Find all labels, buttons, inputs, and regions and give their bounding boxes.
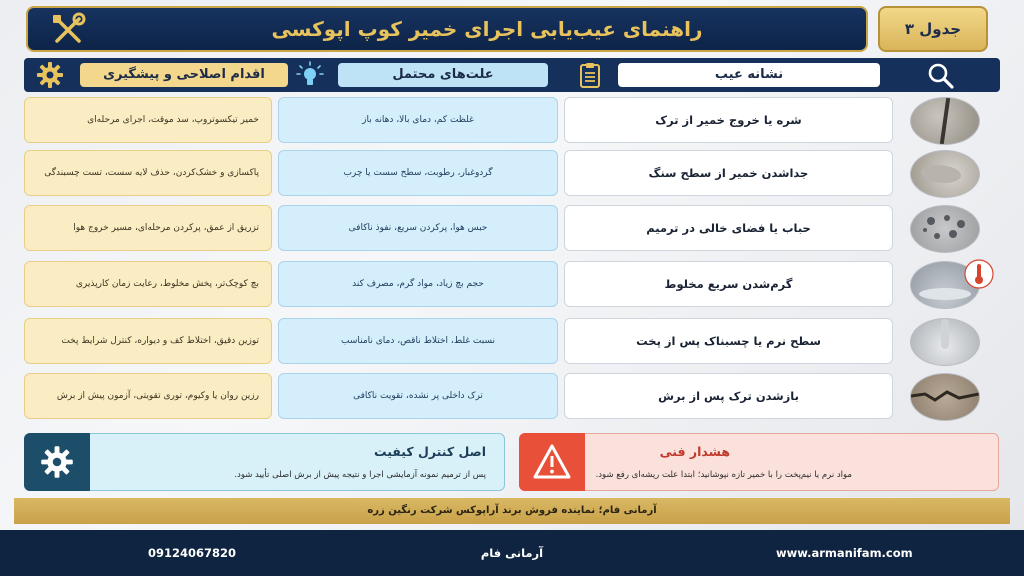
warning-title: هشدار فنی xyxy=(659,444,730,459)
table-number-badge: جدول ۳ xyxy=(878,6,988,52)
quality-icon-panel xyxy=(24,433,90,491)
page-title: راهنمای عیب‌یابی اجرای خمیر کوپ اپوکسی xyxy=(271,17,703,41)
warning-triangle-icon xyxy=(532,443,572,481)
table-row-6-fix: رزین روان یا وکیوم، توری تقویتی، آزمون پیش از برش xyxy=(24,373,272,419)
row-1-crack-image xyxy=(910,97,980,145)
table-row-4-sign: گرم‌شدن سریع مخلوط xyxy=(564,261,893,307)
title-bar xyxy=(26,6,868,52)
quality-control-title: اصل کنترل کیفیت xyxy=(373,444,486,459)
table-row-1-cause: غلظت کم، دمای بالا، دهانه باز xyxy=(278,97,558,143)
table-row-3-sign: حباب یا فضای خالی در ترمیم xyxy=(564,205,893,251)
table-row-3-cause: حبس هوا، پرکردن سریع، نفوذ ناکافی xyxy=(278,205,558,251)
row-6-reopened-crack-image xyxy=(910,373,980,421)
table-row-5-sign: سطح نرم یا چسبناک پس از پخت xyxy=(564,318,893,364)
table-row-4-fix: بچ کوچک‌تر، پخش مخلوط، رعایت زمان کارپذیری xyxy=(24,261,272,307)
table-row-1-sign: شره یا خروج خمیر از ترک xyxy=(564,97,893,143)
distributor-strip: آرمانی فام؛ نماینده فروش برند آراپوکس شرکت رنگین زره xyxy=(14,498,1010,524)
table-row-2-fix: پاکسازی و خشک‌کردن، حذف لایه سست، تست چسبندگی xyxy=(24,150,272,196)
footer-website: www.armanifam.com xyxy=(776,546,913,560)
warning-icon-panel xyxy=(519,433,585,491)
table-row-1-fix: خمیر تیکسوتروپ، سد موقت، اجرای مرحله‌ای xyxy=(24,97,272,143)
table-row-2-sign: جداشدن خمیر از سطح سنگ xyxy=(564,150,893,196)
column-header-sign: نشانه عیب xyxy=(618,63,880,87)
row-5-sticky-image xyxy=(910,318,980,366)
clipboard-icon xyxy=(576,61,604,89)
row-3-bubbles-image xyxy=(910,205,980,253)
lightbulb-icon xyxy=(296,61,324,89)
table-row-2-cause: گردوغبار، رطوبت، سطح سست یا چرب xyxy=(278,150,558,196)
quality-control-text: پس از ترمیم نمونه آزمایشی اجرا و نتیجه پیش از برش اصلی تأیید شود. xyxy=(234,470,486,480)
footer-brand: آرمانی فام xyxy=(480,546,544,560)
gear-icon xyxy=(38,445,76,479)
column-header-fix: اقدام اصلاحی و پیشگیری xyxy=(80,63,288,87)
table-row-4-cause: حجم بچ زیاد، مواد گرم، مصرف کند xyxy=(278,261,558,307)
table-row-5-cause: نسبت غلط، اختلاط ناقص، دمای نامناسب xyxy=(278,318,558,364)
warning-text: مواد نرم یا نیم‌پخت را با خمیر تازه نپوشانید؛ ابتدا علت ریشه‌ای رفع شود. xyxy=(595,470,852,480)
technical-warning-box xyxy=(519,433,999,491)
quality-control-box xyxy=(24,433,505,491)
table-row-3-fix: تزریق از عمق، پرکردن مرحله‌ای، مسیر خروج هوا xyxy=(24,205,272,251)
table-row-5-fix: توزین دقیق، اختلاط کف و دیواره، کنترل شرایط پخت xyxy=(24,318,272,364)
row-2-detach-image xyxy=(910,150,980,198)
column-header-cause: علت‌های محتمل xyxy=(338,63,548,87)
tools-icon xyxy=(50,12,86,48)
column-header-bar xyxy=(24,58,1000,92)
footer-phone: 09124067820 xyxy=(148,546,237,560)
table-row-6-cause: ترک داخلی پر نشده، تقویت ناکافی xyxy=(278,373,558,419)
thermometer-icon xyxy=(964,259,994,289)
table-row-6-sign: بازشدن ترک پس از برش xyxy=(564,373,893,419)
magnifier-icon xyxy=(926,61,954,89)
footer xyxy=(0,530,1024,576)
gear-icon xyxy=(36,61,64,89)
